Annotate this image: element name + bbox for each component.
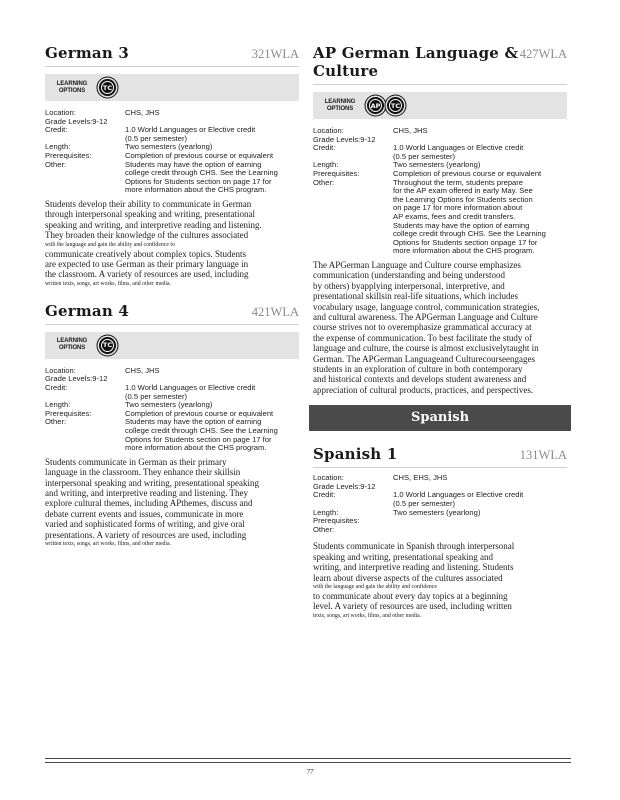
course-info <box>45 109 299 195</box>
course-code: 427WLA <box>519 47 567 61</box>
course-title: German 4 <box>45 301 130 320</box>
course-german-4 <box>45 302 299 548</box>
learning-options-box <box>45 332 299 359</box>
section-banner-spanish: Spanish <box>309 405 571 431</box>
location-value: CHS, JHS <box>393 126 428 135</box>
prerequisites-value: Completion of previous course or equivalent <box>393 168 542 178</box>
course-description: Students communicate in German as their primary language in the classroom. They enhance their skillsin interpersonal speaking and writing, presentational speaking and writing, and interpretive reading and listening. They explore cultural themes, including APthemes, discuss and debate current events and issues, communicate in more varied and sophisticated forms of writing, and give oral presentations. A variety of resources are used, including written texts, songs, art works, films, and other media. <box>45 456 259 547</box>
course-title: German 3 <box>45 44 130 62</box>
other-value: Students may have the option of earning college credit through CHS. See the Learning Options for Students section on page 17 for more information about the CHS program. <box>125 417 278 453</box>
credit-label: Credit: <box>313 143 336 153</box>
course-code: 321WLA <box>251 47 299 61</box>
tc-badge-icon: TC <box>99 337 116 354</box>
footer-rule <box>45 758 571 763</box>
length-label: Length: <box>45 400 71 410</box>
location-label: Location: <box>313 126 344 135</box>
grade-levels: Grade Levels:9-12 <box>45 374 108 384</box>
location-label: Location: <box>45 365 76 375</box>
course-german-3 <box>45 44 299 288</box>
learning-options-label: LEARNING OPTIONS <box>56 80 88 94</box>
course-spanish-1 <box>313 445 567 620</box>
location-label: Location: <box>45 108 76 117</box>
course-description: Students develop their ability to communicate in German through interpersonal speaking and writing, presentational speaking and writing, and interpretive reading and listening. They broaden their knowledge of the cultures associated with the language and gain the ability and confidence to communicate creatively about complex topics. Students are expected to use German as their primary language in the classroom. A variety of resources are used, including written texts, songs, art works, films, and other media. <box>45 198 262 287</box>
other-value: Students may have the option of earning college credit through CHS. See the Learning Options for Students section on page 17 for more information about the CHS program. <box>125 159 278 195</box>
page-number: 77 <box>306 768 314 776</box>
course-description: The APGerman Language and Culture course emphasizes communication (understanding and being understood by others) byapplying interpersonal, interpretive, and presentational skillsin real-life situations, which includes vocabulary usage, language control, communication strategies, and cultural awareness. The APGerman Language and Culture course strives not to overemphasize grammatical accuracy at the expense of communication. To best facilitate the study of language and culture, the course is almost exclusivelytaught in German. The APGerman Languageand Culturecourseengages students in an exploration of culture in both contemporary and historical contexts and develops student awareness and appreciation of cultural products, practices, and perspectives. <box>313 259 540 395</box>
right-column <box>313 44 567 630</box>
course-ap-german <box>313 44 567 395</box>
learning-options-box <box>313 92 567 119</box>
other-label: Other: <box>45 417 67 427</box>
location-value: CHS, JHS <box>125 108 160 117</box>
left-column <box>45 44 299 558</box>
length-label: Length: <box>313 507 339 517</box>
length-label: Length: <box>313 160 339 170</box>
prerequisites-label: Prerequisites: <box>45 408 92 418</box>
course-code: 131WLA <box>519 448 567 463</box>
learning-options-box <box>45 74 299 101</box>
course-info <box>45 367 299 453</box>
prerequisites-label: Prerequisites: <box>313 168 360 178</box>
credit-label: Credit: <box>313 490 336 500</box>
prerequisites-label: Prerequisites: <box>45 150 92 160</box>
course-header <box>313 445 567 468</box>
credit-value: 1.0 World Languages or Elective credit (0.5 per semester) <box>393 490 524 508</box>
course-header <box>45 44 299 67</box>
prerequisites-value <box>393 517 567 526</box>
grade-levels: Grade Levels:9-12 <box>45 116 108 126</box>
course-header <box>45 302 299 325</box>
length-label: Length: <box>45 142 71 152</box>
tc-badge-icon: TC <box>387 97 404 114</box>
length-value: Two semesters (yearlong) <box>125 142 213 152</box>
ap-badge-icon: AP <box>367 97 384 114</box>
other-label: Other: <box>313 177 335 187</box>
credit-label: Credit: <box>45 382 68 392</box>
length-value: Two semesters (yearlong) <box>393 507 481 517</box>
credit-label: Credit: <box>45 125 68 135</box>
tc-badge-icon: TC <box>99 79 116 96</box>
other-value <box>393 526 567 535</box>
course-header <box>313 44 567 85</box>
learning-options-label: LEARNING OPTIONS <box>324 98 356 112</box>
length-value: Two semesters (yearlong) <box>125 400 213 410</box>
location-value: CHS, JHS <box>125 365 160 375</box>
prerequisites-label: Prerequisites: <box>313 516 360 526</box>
course-info <box>313 474 567 534</box>
grade-levels: Grade Levels:9-12 <box>313 134 376 144</box>
course-info <box>313 127 567 256</box>
course-code: 421WLA <box>251 304 299 319</box>
grade-levels: Grade Levels:9-12 <box>313 481 376 491</box>
credit-value: 1.0 World Languages or Elective credit (0.5 per semester) <box>125 125 256 143</box>
course-title: AP German Language & Culture <box>313 44 519 80</box>
course-title: Spanish 1 <box>313 445 398 464</box>
length-value: Two semesters (yearlong) <box>393 160 481 170</box>
other-label: Other: <box>313 524 335 534</box>
prerequisites-value: Completion of previous course or equivalent <box>125 150 274 160</box>
learning-options-label: LEARNING OPTIONS <box>56 338 88 352</box>
course-description: Students communicate in Spanish through interpersonal speaking and writing, presentational speaking and writing, and interpretive reading and listening. Students learn about diverse aspects of the cultures associated with the language and gain the ability and confidence to communicate about every day topics at a beginning level. A variety of resources are used, including written texts, songs, art works, films, and other media. <box>313 541 515 619</box>
location-value: CHS, EHS, JHS <box>393 473 448 483</box>
location-label: Location: <box>313 473 344 483</box>
credit-value: 1.0 World Languages or Elective credit (0.5 per semester) <box>125 382 256 401</box>
credit-value: 1.0 World Languages or Elective credit (0.5 per semester) <box>393 143 524 161</box>
prerequisites-value: Completion of previous course or equivalent <box>125 408 274 418</box>
other-label: Other: <box>45 159 67 169</box>
other-value: Throughout the term, students prepare for the AP exam offered in early May. See the Learning Options for Students section on page 17 for more information about AP exams, fees and credit transfers. Students may have the option of earning college credit through CHS. See the Learning Options for Students section onpage 17 for more information about the CHS program. <box>393 177 546 256</box>
